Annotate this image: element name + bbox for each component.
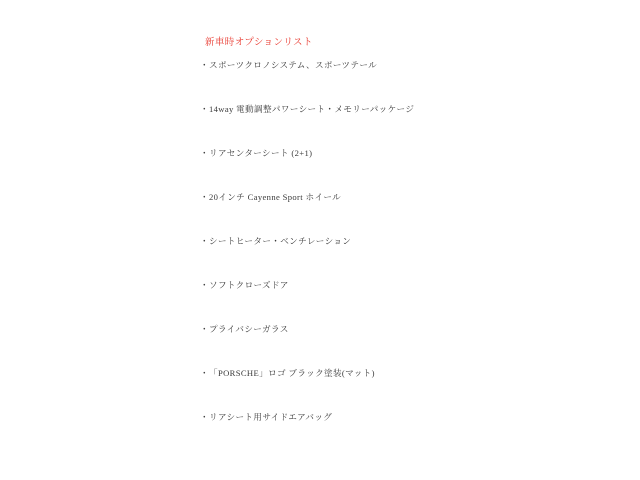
page-title: 新車時オプションリスト bbox=[205, 38, 313, 48]
list-item bbox=[200, 147, 620, 191]
list-item-label: ソフトクローズドア bbox=[209, 280, 289, 290]
bullet-icon: ・ bbox=[200, 236, 209, 246]
list-item bbox=[200, 279, 620, 323]
bullet-icon: ・ bbox=[200, 368, 209, 378]
bullet-icon: ・ bbox=[200, 192, 209, 202]
list-item-label: シートヒーター・ベンチレーション bbox=[209, 236, 352, 246]
list-item bbox=[200, 323, 620, 367]
option-list bbox=[200, 59, 620, 455]
list-item-label: 20インチ Cayenne Sport ホイール bbox=[209, 192, 342, 202]
bullet-icon: ・ bbox=[200, 148, 209, 158]
list-item bbox=[200, 59, 620, 103]
list-item-label: スポーツクロノシステム、スポーツテール bbox=[209, 60, 378, 70]
bullet-icon: ・ bbox=[200, 60, 209, 70]
list-item bbox=[200, 191, 620, 235]
bullet-icon: ・ bbox=[200, 324, 209, 334]
list-item-label: プライバシーガラス bbox=[209, 324, 289, 334]
list-item-label: リアセンターシート (2+1) bbox=[209, 148, 313, 158]
list-item-label: 14way 電動調整パワーシート・メモリーパッケージ bbox=[209, 104, 415, 114]
list-item bbox=[200, 411, 620, 455]
list-item bbox=[200, 367, 620, 411]
bullet-icon: ・ bbox=[200, 280, 209, 290]
list-item-label: 「PORSCHE」ロゴ ブラック塗装(マット) bbox=[209, 368, 375, 378]
list-item bbox=[200, 103, 620, 147]
bullet-icon: ・ bbox=[200, 104, 209, 114]
bullet-icon: ・ bbox=[200, 412, 209, 422]
list-item-label: リアシート用サイドエアバッグ bbox=[209, 412, 333, 422]
document-content bbox=[200, 36, 620, 455]
list-item bbox=[200, 235, 620, 279]
